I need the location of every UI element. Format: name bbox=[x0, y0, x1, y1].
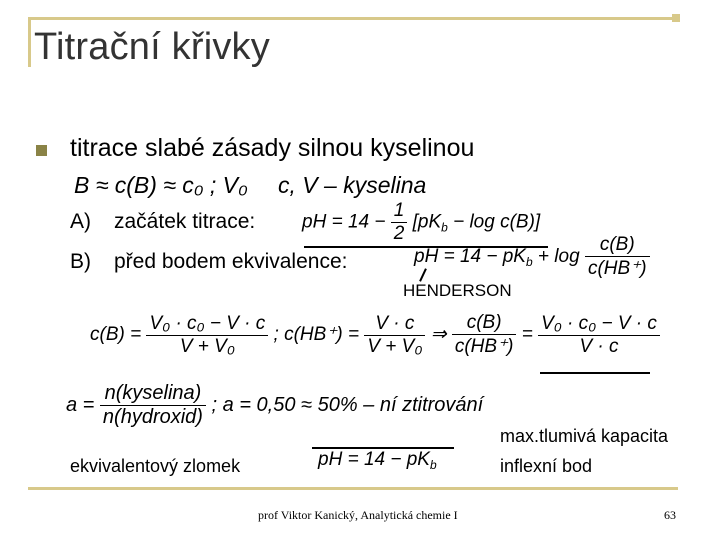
bullet-icon bbox=[36, 145, 47, 156]
frame-bottom-line bbox=[28, 487, 678, 490]
page-number: 63 bbox=[664, 508, 676, 522]
equation-a: pH = 14 − $\frac{1}{2}$ $[pK_b - \log c(B)]$ bbox=[302, 200, 541, 244]
item-a-label: A) bbox=[70, 210, 91, 233]
frame-left-line bbox=[28, 17, 31, 67]
equation-e: pH = $14 - pK_b$ bbox=[318, 449, 437, 472]
footer-author: prof Viktor Kanický, Analytická chemie I bbox=[258, 508, 458, 522]
bullet-text: titrace slabé zásady silnou kyselinou bbox=[70, 134, 475, 162]
frame-top-line bbox=[28, 17, 678, 20]
equation-b: pH = $14 - pK_b + \log$ $\frac{c(B)}{c(HB^+)}$ bbox=[414, 234, 650, 280]
equation-d: a = $\frac{\text{n(kyselina)}}{\text{n(hydroxid)}}$ ; a = 0,50 ≈ 50% – ní ztitrování bbox=[66, 382, 484, 428]
max-capacity-label: max.tlumivá kapacita bbox=[500, 426, 669, 446]
underline-c bbox=[540, 372, 650, 374]
inflex-label: inflexní bod bbox=[500, 456, 593, 476]
item-b-text: před bodem ekvivalence: bbox=[114, 250, 348, 273]
ekv-label: ekvivalentový zlomek bbox=[70, 456, 241, 476]
assumption-left: B ≈ c(B) ≈ c₀ ; V₀ bbox=[74, 172, 248, 198]
equation-c: c(B) = $\frac{\text{V₀ · c₀ − V · c}}{\text{V + V₀}}$ ; c(HB⁺) = $\frac{V \cdot c}{\text{V + V₀}}$ ⇒ $\frac{c(B)}{c(HB^+)}$ = $\frac{\text{V₀ · c₀ − V · c}}{V \cdot c}$ bbox=[90, 312, 660, 358]
henderson-label: HENDERSON bbox=[403, 281, 512, 300]
assumption-right: c, V – kyselina bbox=[278, 172, 427, 198]
item-b-label: B) bbox=[70, 250, 91, 273]
frame-corner-square bbox=[672, 14, 680, 22]
item-a-text: začátek titrace: bbox=[114, 210, 256, 233]
slide-title: Titrační křivky bbox=[34, 26, 270, 68]
